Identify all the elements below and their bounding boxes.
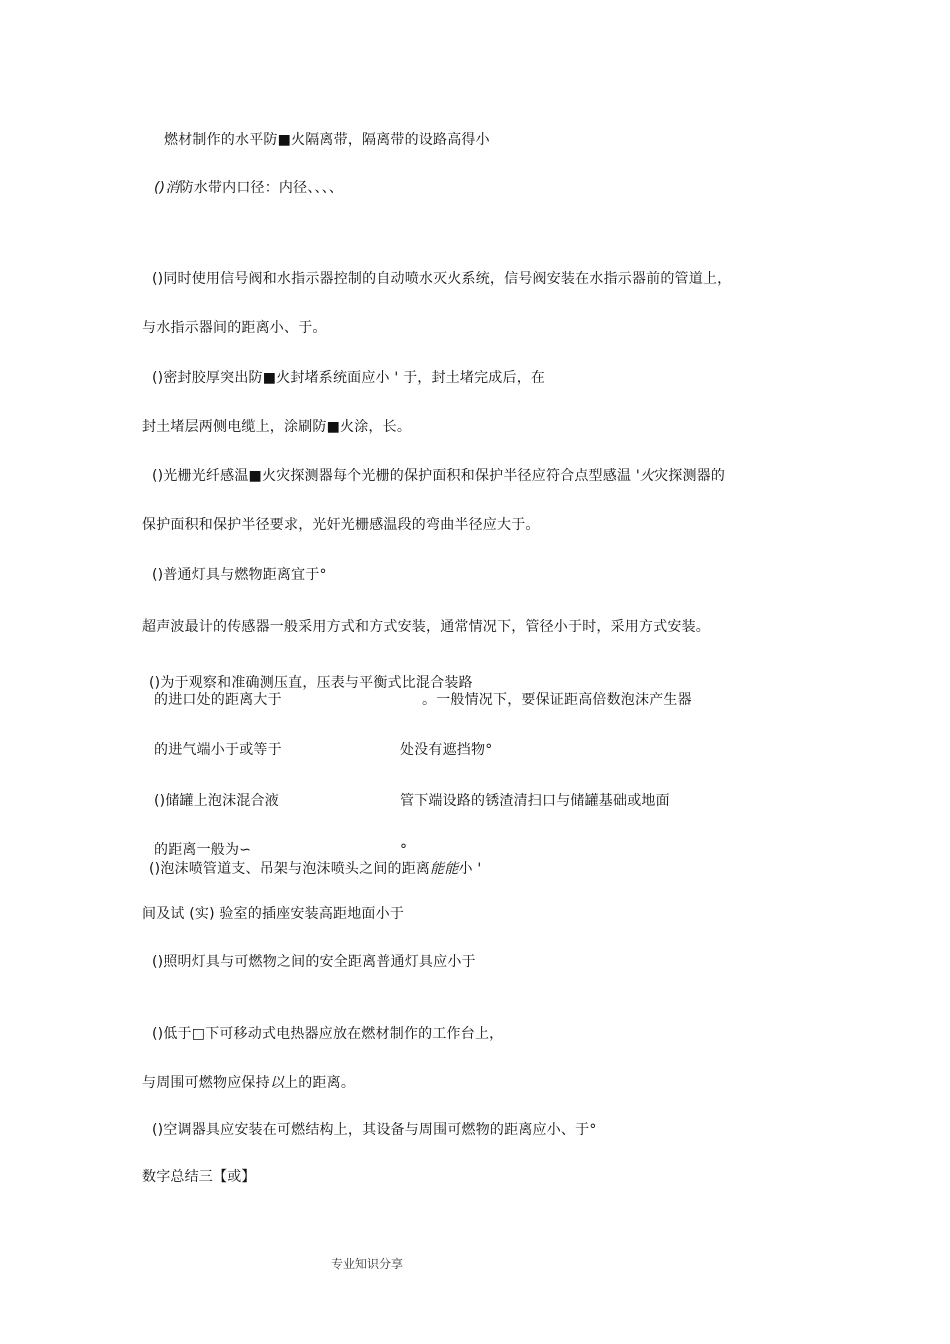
text-line-14-b: 管下端设路的锈渣清扫口与储罐基础或地面 [400,793,670,809]
text-line-7-c: 灾探测器的 [654,468,726,484]
text-line-16-a: ()泡沫喷管道支、吊架与泡沫喷头之间的距离 [149,861,431,877]
text-line-2 [154,181,343,195]
text-line-7-b: '火 [635,468,655,484]
text-line-16-c: 小 ' [458,861,482,877]
text-line-21: ()空调器具应安装在可燃结构上，其设备与周围可燃物的距离应小、于° [152,1122,597,1138]
text-line-10: 超声波最计的传感器一般采用方式和方式安装，通常情况下，管径小于时，采用方式安装。 [142,619,710,635]
text-line-12-a: 的进口处的距离大于 [154,692,282,708]
text-line-18: ()照明灯具与可燃物之间的安全距离普通灯具应小于 [152,954,476,970]
text-line-16-b: 能能 [430,861,459,877]
text-line-20-b: 以 [269,1075,285,1091]
text-line-9: ()普通灯具与燃物距离宜于° [152,567,327,583]
text-line-2-body: 防水带内口径：内径、、、、 [179,180,344,196]
text-line-6: 封土堵层两侧电缆上，涂刷防■火涂，长。 [142,419,412,435]
text-line-20-c: 上的距离。 [284,1075,356,1091]
page-footer: 专业知识分享 [330,1257,403,1271]
text-line-5: ()密封胶厚突出防■火封堵系统面应小 ' 于，封土堵完成后，在 [152,370,546,386]
text-line-17: 间及试 (实) 验室的插座安装高距地面小于 [142,906,405,922]
text-line-7 [152,469,725,483]
text-line-15-a: 的距离一般为∽ [154,842,252,858]
text-line-20 [142,1076,355,1090]
text-line-7-a: ()光栅光纤感温■火灾探测器每个光栅的保护面积和保护半径应符合点型感温 [152,468,636,484]
text-line-22: 数字总结三【或】 [142,1169,256,1185]
text-line-1: 燃材制作的水平防■火隔离带，隔离带的设路高得小 [164,132,490,148]
text-line-8: 保护面积和保护半径要求，光奸光栅感温段的弯曲半径应大于。 [142,517,540,533]
text-line-14-a: ()储罐上泡沫混合液 [154,793,279,809]
text-line-12-b: 。一般情况下，要保证距高倍数泡沫产生器 [422,692,692,708]
text-line-11: ()为于观察和准确测压直，压表与平衡式比混合装路 [149,675,473,691]
text-line-16 [149,862,481,876]
text-line-13-a: 的进气端小于或等于 [154,742,282,758]
text-line-3: ()同时使用信号阀和水指示器控制的自动喷水灭火系统，信号阀安装在水指示器前的管道上， [152,271,732,287]
text-line-4: 与水指示器间的距离小、于。 [142,320,327,336]
text-line-19: ()低于□下可移动式电热器应放在燃材制作的工作台上， [152,1026,504,1042]
text-line-15-b: ° [400,842,408,858]
text-line-2-prefix: ()消 [154,180,180,196]
text-line-13-b: 处没有遮挡物° [400,742,493,758]
text-line-20-a: 与周围可燃物应保持 [142,1075,270,1091]
